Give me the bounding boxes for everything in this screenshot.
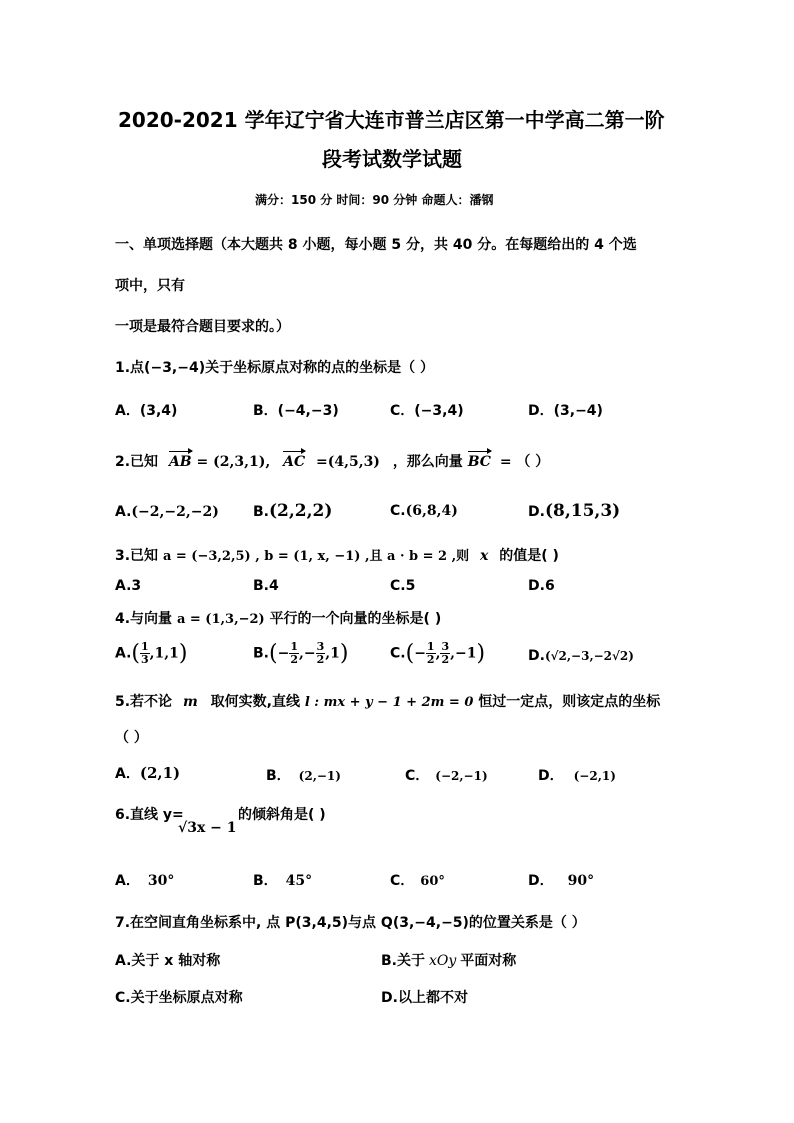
q6-option-a: A． 30°	[115, 873, 175, 889]
q1-option-c: C．(−3,4)	[390, 403, 464, 419]
q4-vector: a = (1,3,−2)	[176, 612, 265, 627]
q4-option-a: A.( $\frac{1}{3}$ ,1,1)	[115, 640, 188, 666]
q4-option-b: B.(− $\frac{1}{2}$ ,− $\frac{3}{2}$ ,1)	[253, 640, 349, 666]
q5-option-a: A．(2,1)	[115, 764, 181, 782]
q3-option-c: C.5	[390, 578, 416, 594]
q2-mid: ，那么向量	[392, 454, 463, 470]
q4-option-c: C.(− $\frac{1}{2}$ , $\frac{3}{2}$ ,−1)	[390, 640, 486, 666]
q3-option-d: D.6	[528, 578, 555, 594]
question-4-stem: 4.与向量 a = (1,3,−2) 平行的一个向量的坐标是( )	[115, 611, 442, 627]
q7-option-a: A.关于 x 轴对称	[115, 953, 221, 969]
q7-option-d: D.以上都不对	[381, 990, 468, 1006]
vector-ab-value: = (2,3,1),	[196, 454, 271, 470]
q5-option-c: C． (−2,−1)	[405, 768, 488, 784]
q2-prefix: 2.已知	[115, 454, 159, 470]
section-instruction-1: 一、单项选择题（本大题共 8 小题，每小题 5 分，共 40 分。在每题给出的 4 个选	[115, 237, 637, 253]
q6-option-d: D． 90°	[528, 873, 595, 889]
q5-option-b: B． (2,−1)	[266, 768, 341, 784]
q2-end: = （ ）	[499, 454, 550, 470]
q7-option-c: C.关于坐标原点对称	[115, 990, 243, 1006]
question-2-stem	[115, 451, 549, 471]
vector-bc: BC	[467, 454, 491, 470]
section-instruction-2: 项中，只有	[115, 278, 185, 294]
q6-line-equation: √3x − 1	[178, 820, 237, 836]
q6-option-c: C． 60°	[390, 873, 445, 889]
title-line-1: 2020-2021 学年辽宁省大连市普兰店区第一中学高二第一阶	[118, 108, 665, 132]
q2-option-d: D.(8,15,3)	[528, 501, 621, 521]
q3-option-a: A.3	[115, 578, 142, 594]
question-6-end: 的倾斜角是( )	[238, 807, 326, 823]
exam-info: 满分：150 分 时间：90 分钟 命题人：潘钢	[255, 193, 494, 207]
q1-option-a: A．(3,4)	[115, 403, 178, 419]
q2-option-c: C.(6,8,4)	[390, 503, 458, 519]
q4-option-d: D.(√2,−3,−2√2)	[528, 648, 634, 664]
question-6-prefix: 6.直线 y=	[115, 807, 184, 823]
section-instruction-3: 一项是最符合题目要求的。）	[115, 319, 290, 335]
q2-option-b: B.(2,2,2)	[253, 501, 333, 521]
q5-line-equation: l : mx + y − 1 + 2m = 0	[304, 695, 474, 710]
question-5-stem: 5.若不论 m 取何实数,直线 l : mx + y − 1 + 2m = 0 恒过一定点，则该定点的坐标	[115, 694, 661, 710]
q5-variable: m	[182, 694, 198, 710]
q3-variable: x	[480, 548, 489, 564]
title-line-2: 段考试数学试题	[322, 147, 462, 171]
vector-ac-value: =(4,5,3)	[315, 454, 380, 470]
q7-option-b: B.关于 xOy 平面对称	[381, 953, 517, 969]
question-5-stem-line-2: （ ）	[115, 730, 148, 746]
q2-option-a: A.(−2,−2,−2)	[115, 504, 219, 520]
q3-option-b: B.4	[253, 578, 279, 594]
question-1-stem: 1.点(−3,−4)关于坐标原点对称的点的坐标是（ ）	[115, 360, 434, 376]
q6-option-b: B． 45°	[253, 873, 313, 889]
q3-vectors: a = (−3,2,5) , b = (1, x, −1) ,且 a · b = 2 ,则	[162, 549, 470, 564]
q1-option-b: B．(−4,−3)	[253, 403, 339, 419]
q5-option-d: D． (−2,1)	[538, 768, 616, 784]
vector-ac: AC	[283, 454, 306, 470]
question-7-stem: 7.在空间直角坐标系中, 点 P(3,4,5)与点 Q(3,−4,−5)的位置关系是（ ）	[115, 915, 586, 931]
vector-ab: AB	[168, 454, 192, 470]
q1-option-d: D．(3,−4)	[528, 403, 603, 419]
question-3-stem: 3.已知 a = (−3,2,5) , b = (1, x, −1) ,且 a · b = 2 ,则 x 的值是( )	[115, 548, 559, 564]
